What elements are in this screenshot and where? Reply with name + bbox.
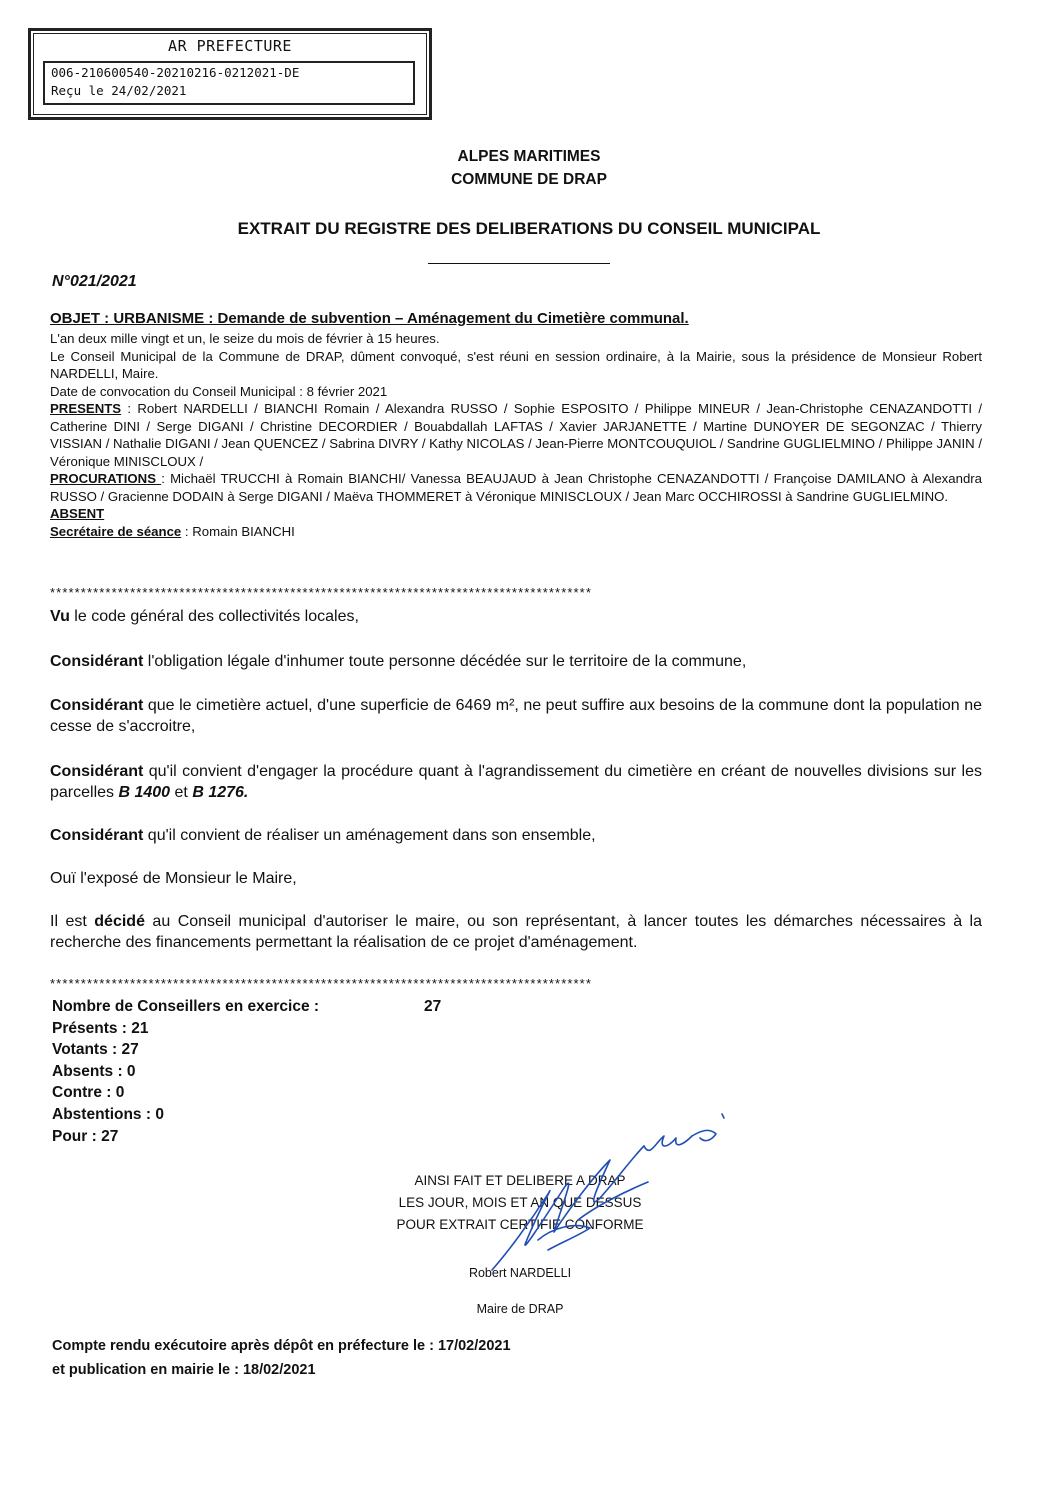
objet-line: OBJET : URBANISME : Demande de subvention – Aménagement du Cimetière communal.: [50, 310, 689, 327]
paragraph-decision: [50, 911, 982, 953]
document-title: EXTRAIT DU REGISTRE DES DELIBERATIONS DU CONSEIL MUNICIPAL: [237, 219, 821, 238]
prefecture-stamp: [28, 28, 432, 120]
secretary-line: [50, 523, 982, 541]
stamp-reference-box: [43, 61, 415, 105]
execution-footer: [52, 1334, 511, 1382]
stamp-received-date: Reçu le 24/02/2021: [51, 83, 187, 98]
considerant-keyword: Considérant: [50, 697, 144, 714]
session-details: [50, 330, 982, 540]
absent-line: [50, 505, 982, 523]
separator-stars-top: ****************************************************************************************: [50, 585, 592, 600]
considerant-3-text: qu'il convient d'engager la procédure quant à l'agrandissement du cimetière en créant de nouvelles divisions sur les parcelles: [50, 763, 982, 801]
stamp-reference: 006-210600540-20210216-0212021-DE: [51, 65, 300, 80]
procurations-names: : Michaël TRUCCHI à Romain BIANCHI/ Vanessa BEAUJAUD à Jean Christophe CENAZANDOTTI / Françoise DAMILANO à Alexandra RUSSO / Gracienne DODAIN à Serge DIGANI / Maëva THOMMERET à Véronique MINISCLOUX / Jean Marc OCCHIROSSI à Sandrine GUGLIELMINO.: [50, 471, 983, 504]
considerant-keyword: Considérant: [50, 763, 144, 780]
vote-pour: Pour : 27: [52, 1127, 119, 1145]
secretary-label: Secrétaire de séance: [50, 523, 182, 539]
decision-prefix: Il est: [50, 913, 95, 930]
decision-keyword: décidé: [94, 913, 145, 930]
vote-exercice-label: Nombre de Conseillers en exercice :: [52, 998, 320, 1015]
handwritten-signature: [478, 1102, 738, 1282]
vote-presents: Présents : 21: [52, 1019, 149, 1037]
vu-text: le code général des collectivités locales,: [69, 608, 359, 625]
considerant-keyword: Considérant: [50, 653, 144, 670]
paragraph-vu: [50, 606, 982, 627]
absent-label: ABSENT: [50, 506, 105, 521]
paragraph-oui: Ouï l'exposé de Monsieur le Maire,: [50, 870, 297, 887]
vote-summary: [52, 996, 442, 1147]
title-divider: [428, 263, 610, 264]
vote-abstentions: Abstentions : 0: [52, 1105, 164, 1123]
signature-strokes: [492, 1114, 724, 1270]
certification-line-1: AINSI FAIT ET DELIBERE A DRAP: [414, 1173, 626, 1188]
session-date: L'an deux mille vingt et un, le seize du mois de février à 15 heures.: [50, 331, 440, 346]
presents-names: : Robert NARDELLI / BIANCHI Romain / Alexandra RUSSO / Sophie ESPOSITO / Philippe MINEUR / Jean-Christophe CENAZANDOTTI / Catherine DINI / Serge DIGANI / Christine DECORDIER / Bouabdallah LAFTAS / Xavier JARJANETTE / Martine DUNOYER DE SEGONZAC / Thierry VISSIAN / Nathalie DIGANI / Jean QUENCEZ / Sabrina DIVRY / Kathy NICOLAS / Jean-Pierre MONTCOUQUIOL / Sandrine GUGLIELMINO / Philippe JANIN / Véronique MINISCLOUX /: [50, 401, 982, 469]
paragraph-considerant-4: [50, 825, 982, 846]
considerant-4-text: qu'il convient de réaliser un aménagement dans son ensemble,: [143, 827, 596, 844]
publication-date: et publication en mairie le : 18/02/2021: [52, 1362, 316, 1378]
paragraph-considerant-1: [50, 651, 982, 672]
considerant-2-text: que le cimetière actuel, d'une superficie de 6469 m², ne peut suffire aux besoins de la commune dont la population ne cesse de s'accroitre,: [50, 697, 982, 735]
signatory-name: Robert NARDELLI: [468, 1266, 572, 1280]
vote-exercice: [52, 996, 442, 1018]
certification-line-2: LES JOUR, MOIS ET AN QUE DESSUS: [398, 1195, 642, 1210]
paragraph-considerant-3: [50, 761, 982, 803]
separator-stars-bottom: ****************************************************************************************: [50, 976, 592, 991]
deliberation-number: N°021/2021: [52, 273, 137, 290]
vote-exercice-value: 27: [424, 998, 442, 1015]
procurations-list: [50, 470, 982, 505]
considerant-keyword: Considérant: [50, 827, 144, 844]
parcel-b1400: B 1400: [118, 784, 171, 801]
vote-contre: Contre : 0: [52, 1084, 125, 1102]
paragraph-considerant-2: [50, 695, 982, 737]
commune-heading: COMMUNE DE DRAP: [451, 171, 607, 188]
procurations-label: PROCURATIONS: [50, 471, 162, 486]
considerant-1-text: l'obligation légale d'inhumer toute personne décédée sur le territoire de la commune,: [143, 653, 747, 670]
signatory-role: Maire de DRAP: [476, 1302, 564, 1316]
vu-keyword: Vu: [50, 608, 70, 625]
department-heading: ALPES MARITIMES: [457, 148, 601, 165]
considerant-3-conjunction: et: [170, 784, 193, 801]
decision-text: au Conseil municipal d'autoriser le maire, ou son représentant, à lancer toutes les démarches nécessaires à la recherche des financements permettant la réalisation de ce projet d'aménagement.: [50, 913, 983, 951]
presents-list: [50, 400, 982, 470]
presents-label: PRESENTS: [50, 401, 122, 416]
prefecture-deposit-date: Compte rendu exécutoire après dépôt en préfecture le : 17/02/2021: [52, 1338, 511, 1354]
session-convocation: Le Conseil Municipal de la Commune de DRAP, dûment convoqué, s'est réuni en session ordinaire, à la Mairie, sous la présidence de Monsieur Robert NARDELLI, Maire.: [50, 348, 982, 381]
convocation-date: Date de convocation du Conseil Municipal : 8 février 2021: [50, 383, 388, 399]
secretary-name: : Romain BIANCHI: [181, 523, 295, 539]
vote-absents: Absents : 0: [52, 1062, 136, 1080]
stamp-title: AR PREFECTURE: [168, 37, 292, 55]
parcel-b1276: B 1276.: [192, 784, 249, 801]
vote-votants: Votants : 27: [52, 1041, 139, 1059]
certification-line-3: POUR EXTRAIT CERTIFIE CONFORME: [396, 1217, 644, 1232]
